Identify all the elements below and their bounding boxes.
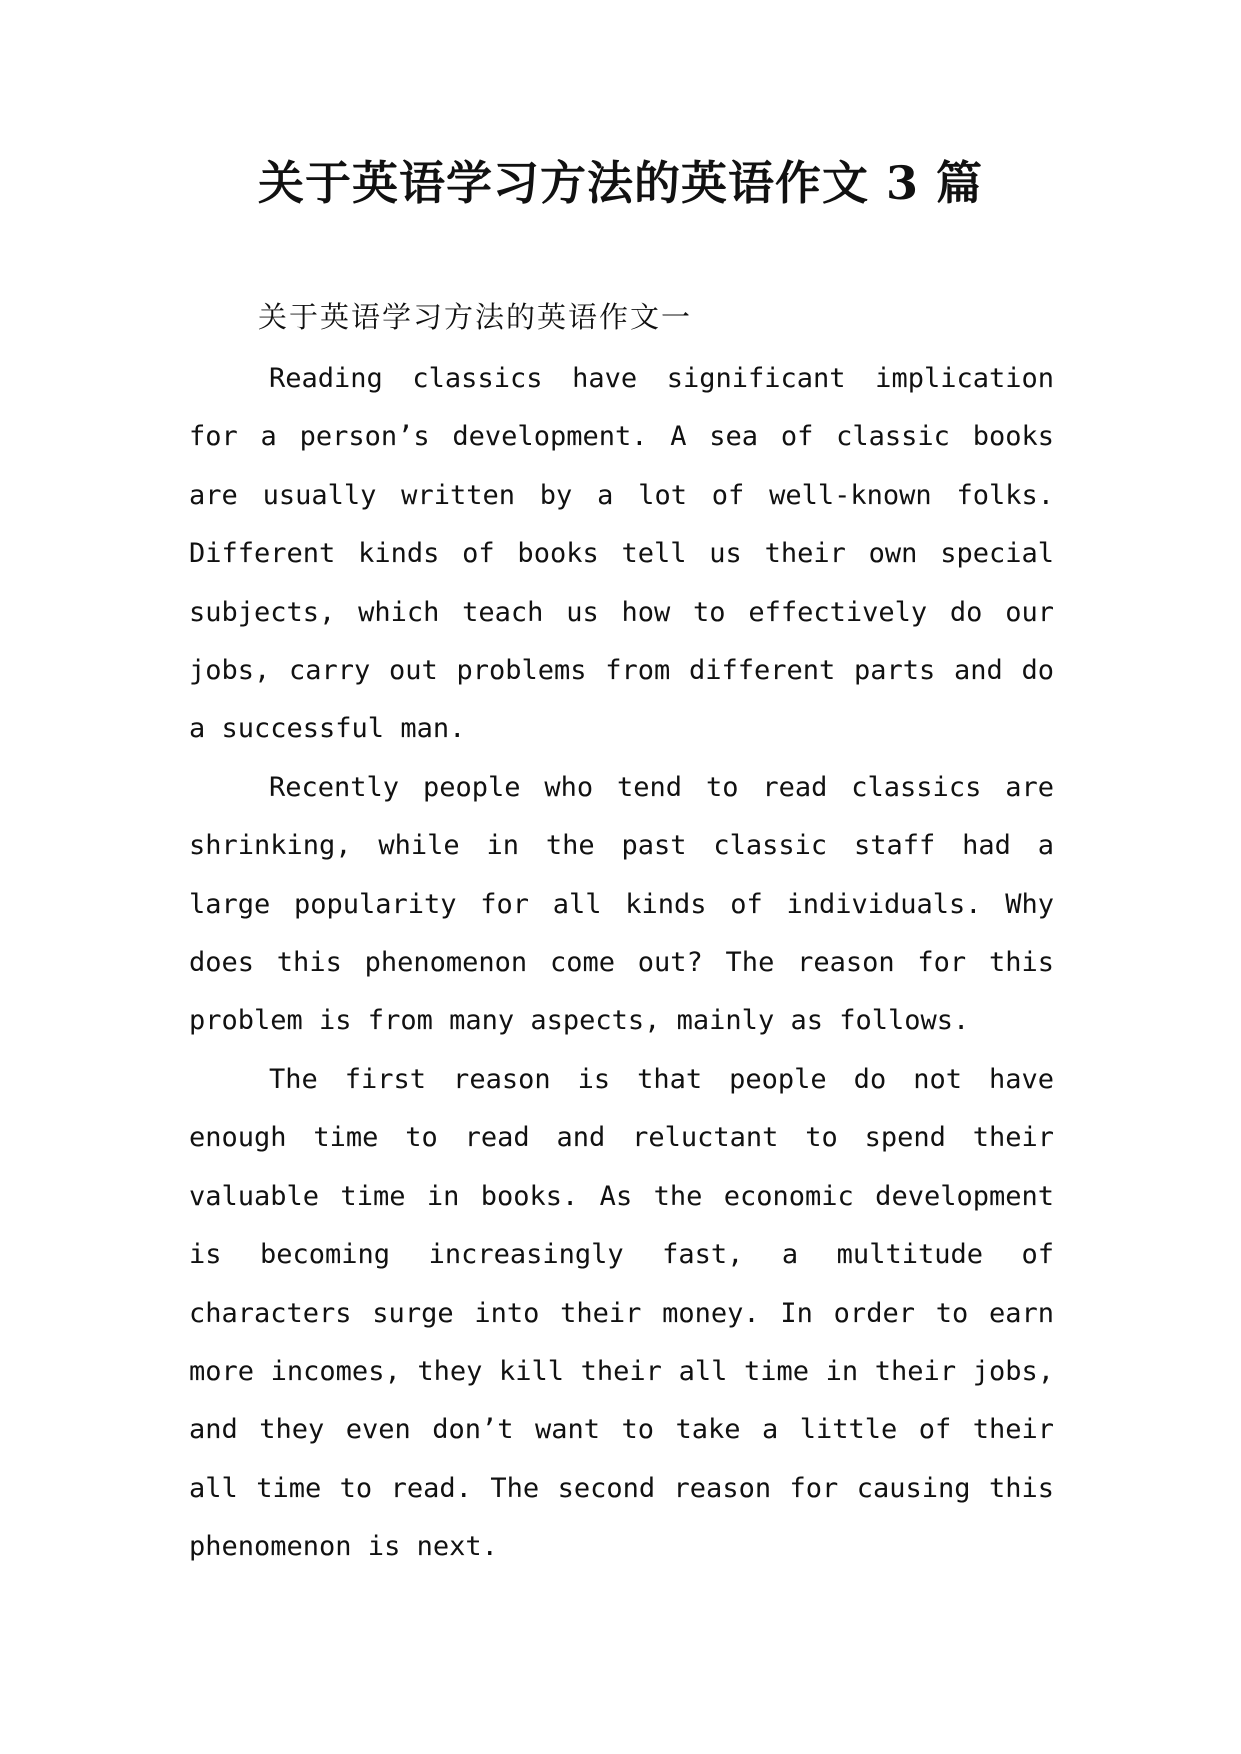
essay-body: [189, 350, 1054, 1577]
document-title: 关于英语学习方法的英语作文 3 篇: [257, 156, 984, 210]
paragraph-3: The first reason is that people do not have enough time to read and reluctant to spend their valuable time in books. As the economic development is becoming increasingly fast, a multitude of characters surge into their money. In order to earn more incomes, they kill their all time in their jobs, and they even don’t want to take a little of their all time to read. The second reason for causing this phenomenon is next.: [189, 1063, 1054, 1563]
paragraph-2: Recently people who tend to read classics are shrinking, while in the past classic staff had a large popularity for all kinds of individuals. Why does this phenomenon come out? The reason for this problem is from many aspects, mainly as follows.: [189, 771, 1054, 1037]
paragraph-1: Reading classics have significant implication for a person’s development. A sea of classic books are usually written by a lot of well-known folks. Different kinds of books tell us their own special subjects, which teach us how to effectively do our jobs, carry out problems from different parts and do a successful man.: [189, 363, 1054, 745]
section-heading: 关于英语学习方法的英语作文一: [258, 300, 693, 334]
